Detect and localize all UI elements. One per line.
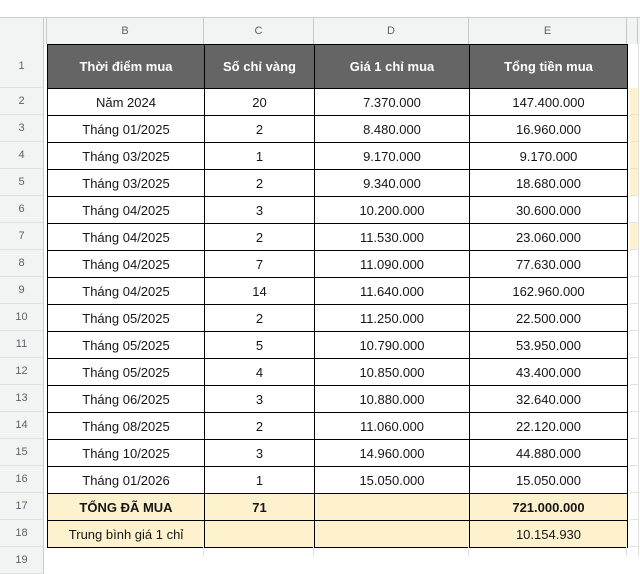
cell-B8[interactable]: Tháng 04/2025 <box>48 251 205 278</box>
top-margin <box>0 0 640 17</box>
table-row <box>48 197 628 224</box>
cell-D6[interactable]: 10.200.000 <box>315 197 470 224</box>
cell-B6[interactable]: Tháng 04/2025 <box>48 197 205 224</box>
table-row <box>48 170 628 197</box>
cell-C10[interactable]: 2 <box>205 305 315 332</box>
cell-E3[interactable]: 16.960.000 <box>470 116 628 143</box>
cell-D3[interactable]: 8.480.000 <box>315 116 470 143</box>
gridline-col-C-below <box>313 547 314 556</box>
row-header-3[interactable]: 3 <box>0 115 44 142</box>
cell-E4[interactable]: 9.170.000 <box>470 143 628 170</box>
cell-E12[interactable]: 43.400.000 <box>470 359 628 386</box>
cell-F9[interactable] <box>630 277 638 304</box>
cell-D12[interactable]: 10.850.000 <box>315 359 470 386</box>
cell-E15[interactable]: 44.880.000 <box>470 440 628 467</box>
cell-F7[interactable] <box>630 223 638 250</box>
cell-C6[interactable]: 3 <box>205 197 315 224</box>
column-header-strip <box>0 17 640 44</box>
cell-C15[interactable]: 3 <box>205 440 315 467</box>
gridline-col-B-below <box>203 547 204 556</box>
cell-F13[interactable] <box>630 385 638 412</box>
cell-E2[interactable]: 147.400.000 <box>470 89 628 116</box>
cell-C13[interactable]: 3 <box>205 386 315 413</box>
cell-D11[interactable]: 10.790.000 <box>315 332 470 359</box>
select-all-corner[interactable] <box>0 18 44 44</box>
column-header-B[interactable]: B <box>47 18 204 44</box>
row-header-17[interactable]: 17 <box>0 493 44 520</box>
row-header-6[interactable]: 6 <box>0 196 44 223</box>
cell-D5[interactable]: 9.340.000 <box>315 170 470 197</box>
cell-E5[interactable]: 18.680.000 <box>470 170 628 197</box>
cell-D9[interactable]: 11.640.000 <box>315 278 470 305</box>
table-row <box>48 45 628 89</box>
cell-E17[interactable]: 721.000.000 <box>470 494 628 521</box>
cell-B15[interactable]: Tháng 10/2025 <box>48 440 205 467</box>
cell-B4[interactable]: Tháng 03/2025 <box>48 143 205 170</box>
table-row <box>48 143 628 170</box>
table-row <box>48 440 628 467</box>
column-header-C[interactable]: C <box>204 18 314 44</box>
cell-F10[interactable] <box>630 304 638 331</box>
cell-F6[interactable] <box>630 196 638 223</box>
cell-C4[interactable]: 1 <box>205 143 315 170</box>
cell-F5[interactable] <box>630 169 638 196</box>
table-row <box>48 251 628 278</box>
cell-B13[interactable]: Tháng 06/2025 <box>48 386 205 413</box>
cell-B16[interactable]: Tháng 01/2026 <box>48 467 205 494</box>
row-header-19[interactable]: 19 <box>0 547 44 574</box>
gridline-col-E-below <box>626 547 627 556</box>
table-row <box>48 332 628 359</box>
cell-C3[interactable]: 2 <box>205 116 315 143</box>
cell-F3[interactable] <box>630 115 638 142</box>
cell-D8[interactable]: 11.090.000 <box>315 251 470 278</box>
row-header-16[interactable]: 16 <box>0 466 44 493</box>
cell-E18[interactable]: 10.154.930 <box>470 521 628 548</box>
cell-F16[interactable] <box>630 466 638 493</box>
cell-B11[interactable]: Tháng 05/2025 <box>48 332 205 359</box>
cell-B18[interactable]: Trung bình giá 1 chỉ <box>48 521 205 548</box>
table-row <box>48 305 628 332</box>
cell-F11[interactable] <box>630 331 638 358</box>
table-row <box>48 278 628 305</box>
purchase-table <box>47 44 628 548</box>
cell-B14[interactable]: Tháng 08/2025 <box>48 413 205 440</box>
cell-D10[interactable]: 11.250.000 <box>315 305 470 332</box>
cell-E6[interactable]: 30.600.000 <box>470 197 628 224</box>
cell-B1[interactable]: Thời điểm mua <box>48 45 205 89</box>
cell-D17[interactable] <box>315 494 470 521</box>
cell-C2[interactable]: 20 <box>205 89 315 116</box>
cell-C12[interactable]: 4 <box>205 359 315 386</box>
cell-D7[interactable]: 11.530.000 <box>315 224 470 251</box>
cell-B10[interactable]: Tháng 05/2025 <box>48 305 205 332</box>
gridline-col-D-below <box>468 547 469 556</box>
cell-F14[interactable] <box>630 412 638 439</box>
row-header-7[interactable]: 7 <box>0 223 44 250</box>
cell-C5[interactable]: 2 <box>205 170 315 197</box>
cell-F12[interactable] <box>630 358 638 385</box>
column-header-E[interactable]: E <box>469 18 627 44</box>
cell-C8[interactable]: 7 <box>205 251 315 278</box>
cell-B12[interactable]: Tháng 05/2025 <box>48 359 205 386</box>
table-row <box>48 467 628 494</box>
cell-D1[interactable]: Giá 1 chỉ mua <box>315 45 470 89</box>
cell-C17[interactable]: 71 <box>205 494 315 521</box>
column-header-F[interactable] <box>627 18 638 44</box>
cell-F2[interactable] <box>630 88 638 115</box>
cell-C9[interactable]: 14 <box>205 278 315 305</box>
table-row <box>48 359 628 386</box>
cell-F15[interactable] <box>630 439 638 466</box>
cell-C11[interactable]: 5 <box>205 332 315 359</box>
cell-D13[interactable]: 10.880.000 <box>315 386 470 413</box>
cell-B3[interactable]: Tháng 01/2025 <box>48 116 205 143</box>
cell-E11[interactable]: 53.950.000 <box>470 332 628 359</box>
row-header-11[interactable]: 11 <box>0 331 44 358</box>
cell-C7[interactable]: 2 <box>205 224 315 251</box>
table-row <box>48 116 628 143</box>
cell-E1[interactable]: Tổng tiền mua <box>470 45 628 89</box>
cell-F8[interactable] <box>630 250 638 277</box>
cell-E7[interactable]: 23.060.000 <box>470 224 628 251</box>
cell-E16[interactable]: 15.050.000 <box>470 467 628 494</box>
cell-D4[interactable]: 9.170.000 <box>315 143 470 170</box>
cell-B7[interactable]: Tháng 04/2025 <box>48 224 205 251</box>
table-row <box>48 413 628 440</box>
column-header-D[interactable]: D <box>314 18 469 44</box>
table-row <box>48 89 628 116</box>
table-row <box>48 521 628 548</box>
cell-E14[interactable]: 22.120.000 <box>470 413 628 440</box>
cell-F17[interactable] <box>630 493 638 520</box>
cell-C1[interactable]: Số chỉ vàng <box>205 45 315 89</box>
cell-C16[interactable]: 1 <box>205 467 315 494</box>
row-header-13[interactable]: 13 <box>0 385 44 412</box>
cell-E13[interactable]: 32.640.000 <box>470 386 628 413</box>
row-header-15[interactable]: 15 <box>0 439 44 466</box>
cell-D15[interactable]: 14.960.000 <box>315 440 470 467</box>
row-header-4[interactable]: 4 <box>0 142 44 169</box>
cell-D2[interactable]: 7.370.000 <box>315 89 470 116</box>
row-header-1[interactable]: 1 <box>0 44 44 88</box>
cell-B2[interactable]: Năm 2024 <box>48 89 205 116</box>
table-row <box>48 494 628 521</box>
gridline-f-right <box>638 44 639 556</box>
cell-B5[interactable]: Tháng 03/2025 <box>48 170 205 197</box>
cell-F18[interactable] <box>630 520 638 547</box>
row-header-14[interactable]: 14 <box>0 412 44 439</box>
cell-C14[interactable]: 2 <box>205 413 315 440</box>
row-header-18[interactable]: 18 <box>0 520 44 547</box>
cell-D18[interactable] <box>315 521 470 548</box>
table-row <box>48 224 628 251</box>
cell-F4[interactable] <box>630 142 638 169</box>
cell-E8[interactable]: 77.630.000 <box>470 251 628 278</box>
row-header-9[interactable]: 9 <box>0 277 44 304</box>
row-header-10[interactable]: 10 <box>0 304 44 331</box>
row-header-2[interactable]: 2 <box>0 88 44 115</box>
row-header-5[interactable]: 5 <box>0 169 44 196</box>
cell-E10[interactable]: 22.500.000 <box>470 305 628 332</box>
cell-B9[interactable]: Tháng 04/2025 <box>48 278 205 305</box>
cell-B17[interactable]: TỔNG ĐÃ MUA <box>48 494 205 521</box>
row-header-12[interactable]: 12 <box>0 358 44 385</box>
row-header-8[interactable]: 8 <box>0 250 44 277</box>
cell-E9[interactable]: 162.960.000 <box>470 278 628 305</box>
cell-D16[interactable]: 15.050.000 <box>315 467 470 494</box>
cell-D14[interactable]: 11.060.000 <box>315 413 470 440</box>
cell-C18[interactable] <box>205 521 315 548</box>
table-row <box>48 386 628 413</box>
